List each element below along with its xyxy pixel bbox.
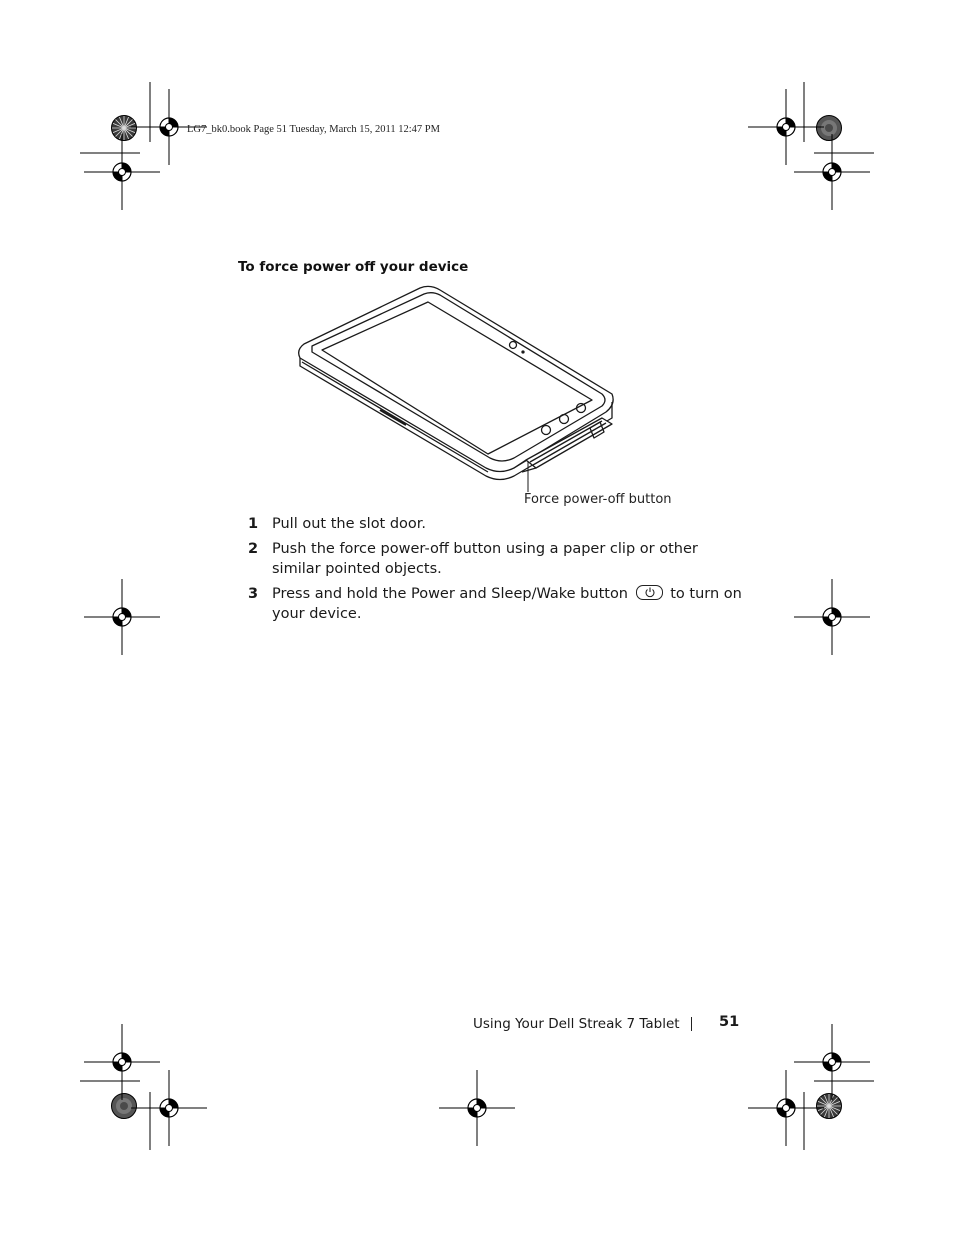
step-text-before: Press and hold the Power and Sleep/Wake button: [272, 586, 629, 602]
slug-line: LG7_bk0.book Page 51 Tuesday, March 15, 2011 12:47 PM: [187, 124, 440, 135]
page-number: 51: [719, 1014, 740, 1030]
step-number: 1: [248, 516, 259, 532]
figure-callout: Force power-off button: [524, 492, 672, 507]
step-text: [272, 585, 742, 624]
step-number: 3: [248, 586, 259, 602]
power-button-icon: [636, 585, 663, 600]
step-text-after: to turn on your device.: [272, 586, 742, 622]
step-number: 2: [248, 541, 259, 557]
step-text: Pull out the slot door.: [272, 516, 427, 532]
section-heading: To force power off your device: [238, 259, 469, 275]
tablet-illustration: [290, 282, 630, 492]
footer-title: Using Your Dell Streak 7 Tablet: [473, 1016, 680, 1032]
step-text: Push the force power-off button using a paper clip or other similar pointed objects.: [272, 541, 698, 577]
footer-separator: [691, 1017, 692, 1031]
